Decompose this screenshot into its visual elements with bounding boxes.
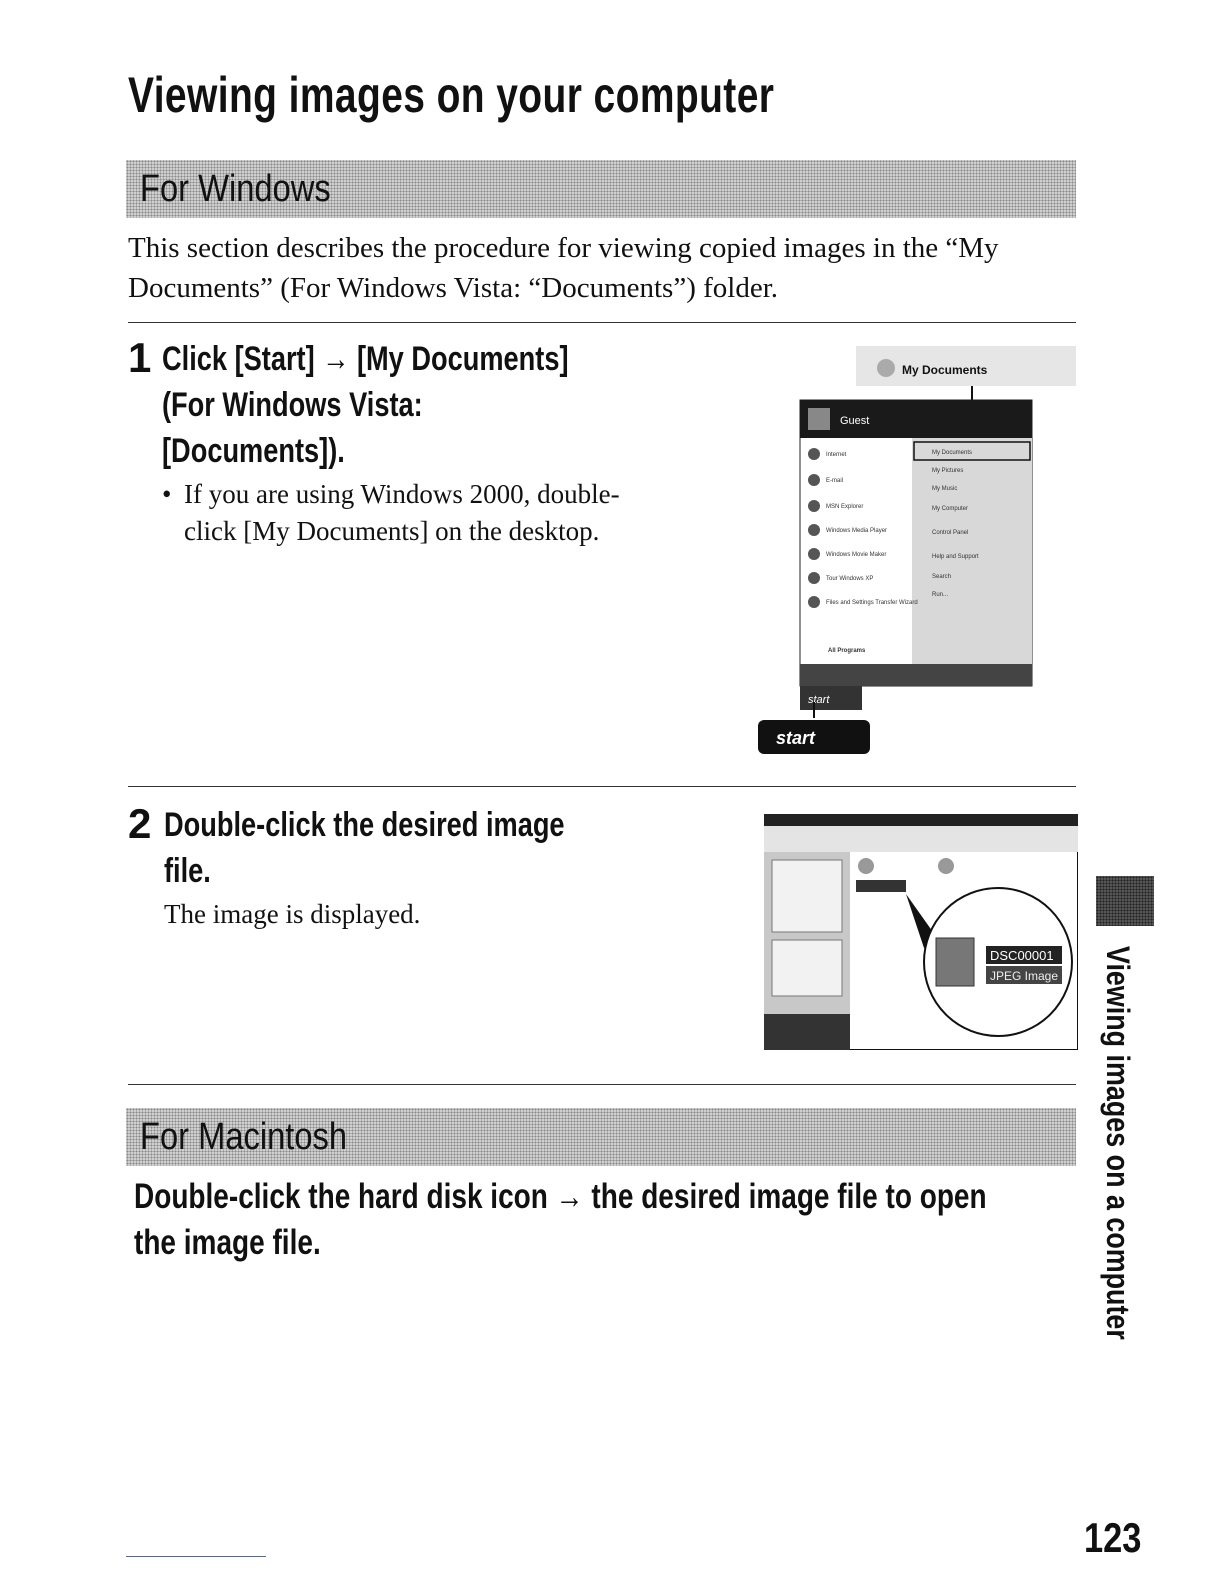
page-title: Viewing images on your computer bbox=[128, 67, 775, 123]
step2-line: file. bbox=[164, 852, 211, 890]
windows-intro: This section describes the procedure for viewing copied images in the “My Documents” (For Windows Vista: “Documents”) folder. bbox=[128, 232, 999, 304]
image-file-icon bbox=[936, 938, 974, 986]
page-number: 123 bbox=[1084, 1514, 1142, 1561]
user-name: Guest bbox=[840, 415, 870, 427]
step-number: 2 bbox=[128, 800, 152, 847]
mac-line: the image file. bbox=[134, 1223, 321, 1262]
svg-text:Internet: Internet bbox=[826, 452, 847, 458]
documents-window-screenshot bbox=[764, 814, 1078, 1050]
folder-icon bbox=[858, 858, 874, 874]
selected-file bbox=[856, 880, 906, 892]
mac-instruction bbox=[134, 1174, 987, 1266]
svg-text:MSN Explorer: MSN Explorer bbox=[826, 504, 864, 510]
svg-text:My Documents: My Documents bbox=[932, 450, 973, 456]
folder-icon bbox=[877, 359, 895, 377]
chapter-tab-marker bbox=[1096, 876, 1154, 926]
step2-line: Double-click the desired image bbox=[164, 806, 565, 844]
step2-instruction bbox=[164, 802, 565, 894]
section-heading-windows bbox=[126, 160, 1076, 218]
svg-text:My Pictures: My Pictures bbox=[932, 468, 964, 474]
step1-line: [Documents]). bbox=[162, 432, 345, 470]
svg-text:Search: Search bbox=[932, 574, 952, 580]
callout-label: My Documents bbox=[902, 363, 988, 377]
step2-result: The image is displayed. bbox=[164, 899, 421, 929]
svg-text:All Programs: All Programs bbox=[828, 648, 866, 654]
svg-text:Run...: Run... bbox=[932, 592, 949, 598]
svg-text:My Computer: My Computer bbox=[932, 506, 969, 512]
divider bbox=[128, 786, 1076, 787]
section-heading-windows-label: For Windows bbox=[140, 168, 331, 210]
chapter-tab-label: Viewing images on a computer bbox=[1100, 946, 1136, 1340]
start-menu-screenshot bbox=[756, 346, 1076, 762]
bullet-icon: • bbox=[162, 479, 172, 509]
footer-rule bbox=[126, 1556, 266, 1557]
mac-line: Double-click the hard disk icon → the desired image file to open bbox=[134, 1177, 987, 1216]
file-name: DSC00001 bbox=[990, 948, 1054, 963]
step1-note-text: If you are using Windows 2000, double-click [My Documents] on the desktop. bbox=[184, 479, 620, 546]
start-button: start bbox=[776, 728, 816, 748]
folder-icon bbox=[938, 858, 954, 874]
avatar bbox=[808, 408, 830, 430]
file-type: JPEG Image bbox=[990, 969, 1059, 983]
svg-text:Files and Settings Transfer Wi: Files and Settings Transfer Wizard bbox=[826, 600, 918, 606]
divider bbox=[128, 322, 1076, 323]
section-heading-mac-label: For Macintosh bbox=[140, 1116, 348, 1158]
svg-text:Tour Windows XP: Tour Windows XP bbox=[826, 576, 874, 582]
svg-text:E-mail: E-mail bbox=[826, 478, 844, 484]
svg-text:Help and Support: Help and Support bbox=[932, 554, 979, 560]
start-label-small: start bbox=[808, 694, 830, 706]
step1-line: Click [Start] → [My Documents] bbox=[162, 340, 569, 378]
svg-text:Windows Media Player: Windows Media Player bbox=[826, 528, 888, 534]
step1-line: (For Windows Vista: bbox=[162, 386, 423, 424]
section-heading-mac bbox=[126, 1108, 1076, 1166]
svg-text:Windows Movie Maker: Windows Movie Maker bbox=[826, 552, 887, 558]
svg-text:Control Panel: Control Panel bbox=[932, 530, 969, 536]
step-number: 1 bbox=[128, 334, 152, 381]
svg-text:My Music: My Music bbox=[932, 486, 958, 492]
divider bbox=[128, 1084, 1076, 1085]
step1-instruction bbox=[162, 336, 569, 474]
